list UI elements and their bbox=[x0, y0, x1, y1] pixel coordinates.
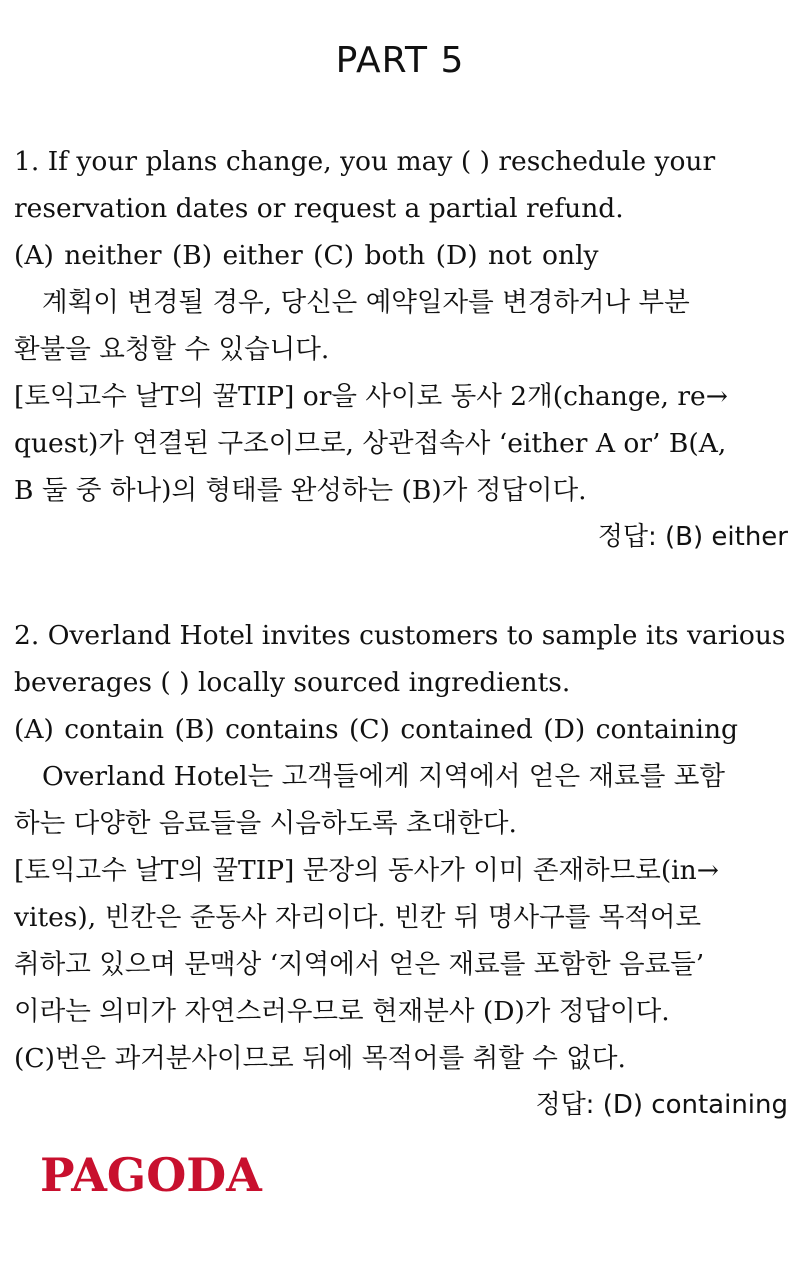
question-1-answer: 정답: (B) either bbox=[597, 522, 788, 552]
question-1 bbox=[14, 138, 788, 561]
question-1-options: (A) neither (B) either (C) both (D) not only bbox=[14, 240, 599, 271]
pagoda-logo: PAGODA bbox=[40, 1148, 262, 1202]
question-1-tip-line-1: [토익고수 날T의 꿀TIP] or을 사이로 동사 2개(change, re→ bbox=[14, 381, 728, 412]
question-2-tip-line-4: 이라는 의미가 자연스러우므로 현재분사 (D)가 정답이다. bbox=[14, 996, 670, 1027]
question-2-tip-line-3: 취하고 있으며 문맥상 ‘지역에서 얻은 재료를 포함한 음료들’ bbox=[14, 949, 705, 980]
question-1-translation-line-1: 계획이 변경될 경우, 당신은 예약일자를 변경하거나 부분 bbox=[42, 287, 690, 318]
question-2-stem-line-2: beverages ( ) locally sourced ingredients. bbox=[14, 667, 571, 698]
question-2-tip-line-5: (C)번은 과거분사이므로 뒤에 목적어를 취할 수 없다. bbox=[14, 1043, 626, 1074]
question-2-translation-line-2: 하는 다양한 음료들을 시음하도록 초대한다. bbox=[14, 808, 517, 839]
question-1-translation-line-2: 환불을 요청할 수 있습니다. bbox=[14, 334, 330, 365]
question-2-stem-line-1: 2. Overland Hotel invites customers to sample its various bbox=[14, 620, 786, 651]
question-2-answer: 정답: (D) containing bbox=[535, 1090, 788, 1120]
question-1-stem-line-2: reservation dates or request a partial refund. bbox=[14, 193, 624, 224]
question-2-tip-line-1: [토익고수 날T의 꿀TIP] 문장의 동사가 이미 존재하므로(in→ bbox=[14, 855, 719, 886]
question-2 bbox=[14, 612, 788, 1129]
question-1-tip-line-2: quest)가 연결된 구조이므로, 상관접속사 ‘either A or’ B(A, bbox=[14, 428, 727, 459]
question-2-options: (A) contain (B) contains (C) contained (D) containing bbox=[14, 714, 738, 745]
question-1-stem-line-1: 1. If your plans change, you may ( ) reschedule your bbox=[14, 146, 716, 177]
question-1-tip-line-3: B 둘 중 하나)의 형태를 완성하는 (B)가 정답이다. bbox=[14, 475, 587, 506]
page-title: PART 5 bbox=[335, 40, 465, 81]
question-2-translation-line-1: Overland Hotel는 고객들에게 지역에서 얻은 재료를 포함 bbox=[42, 761, 725, 792]
question-2-tip-line-2: vites), 빈칸은 준동사 자리이다. 빈칸 뒤 명사구를 목적어로 bbox=[14, 902, 702, 933]
